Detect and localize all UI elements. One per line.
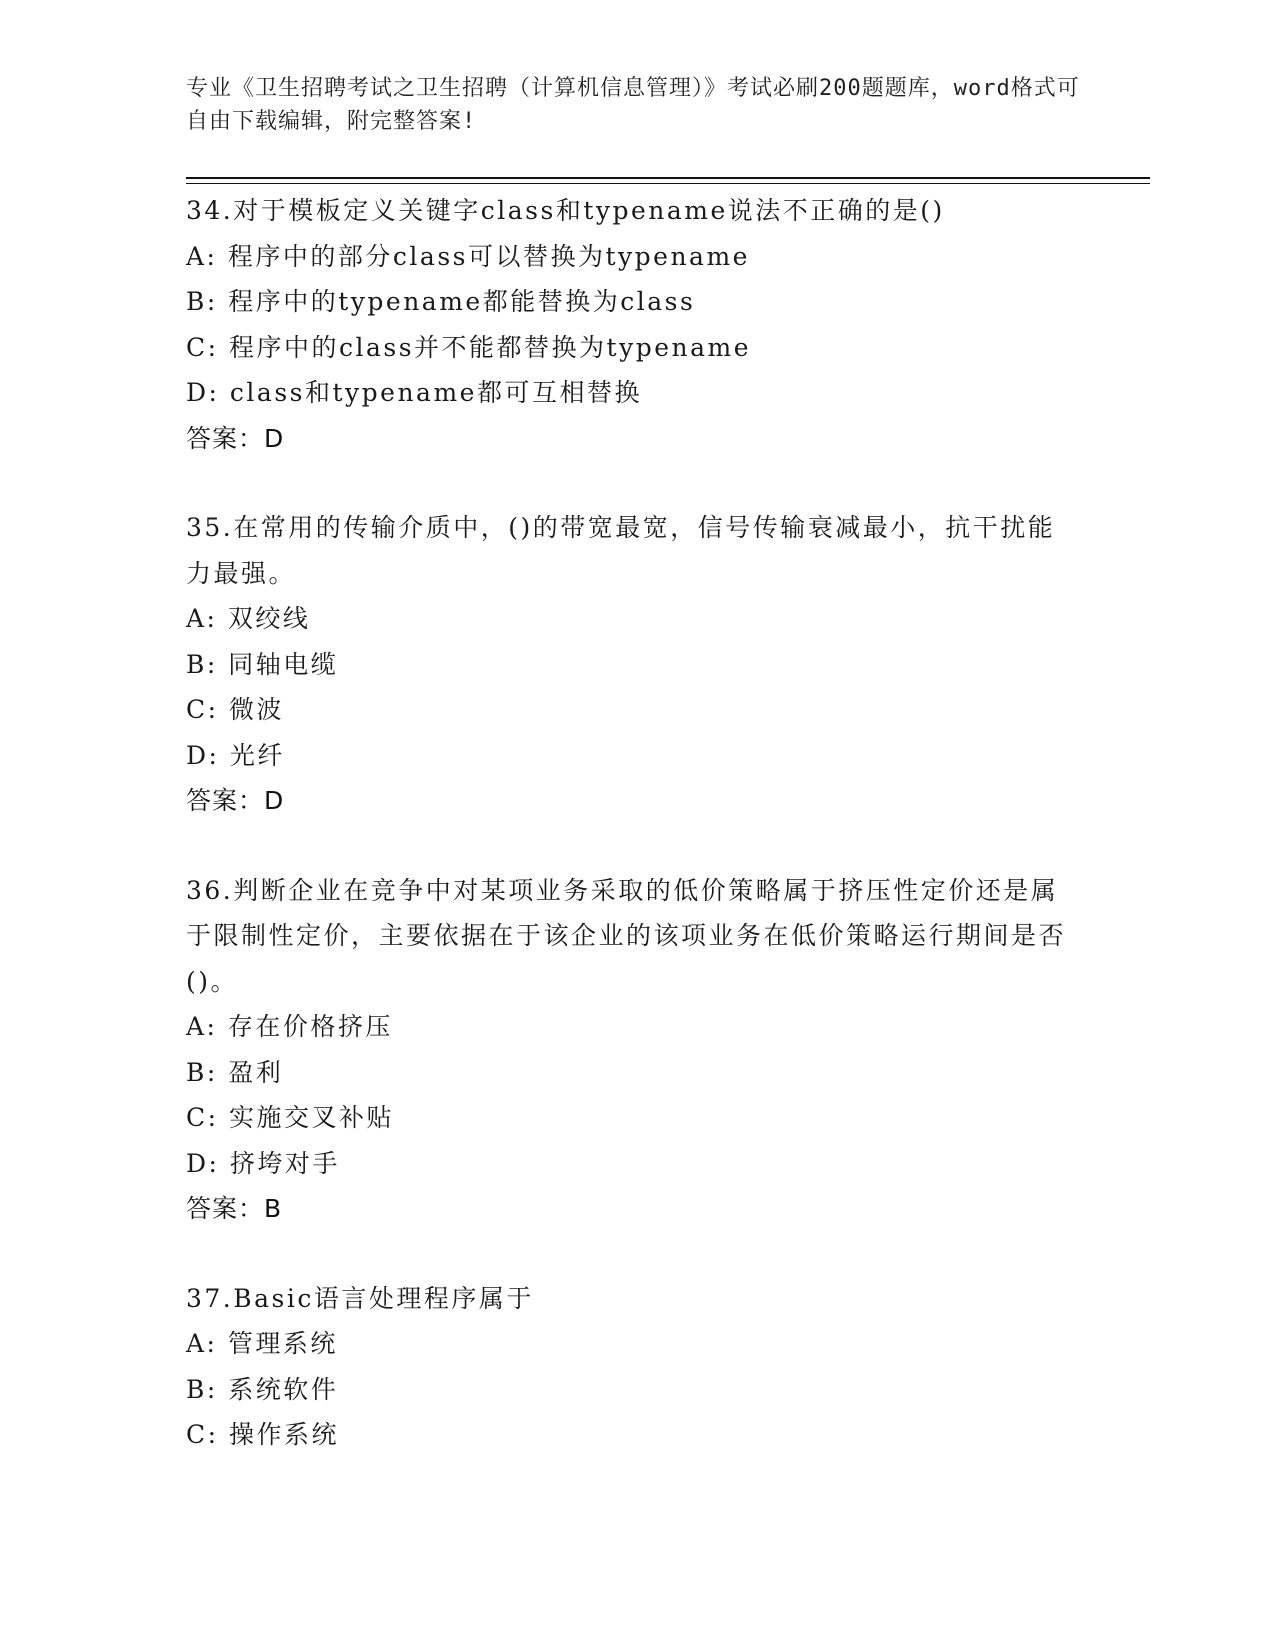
option-d: D: 挤垮对手 [186, 1148, 340, 1178]
option-c: C: 微波 [186, 695, 284, 724]
option-b: B: 系统软件 [186, 1374, 339, 1404]
option-d: D: 光纤 [186, 740, 285, 770]
answer-label: 答案：D [186, 423, 285, 453]
answer-label: 答案：D [186, 786, 285, 815]
question-36 [186, 868, 1086, 1232]
question-stem: 35.在常用的传输介质中，()的带宽最宽，信号传输衰减最小，抗干扰能力最强。 [186, 513, 1056, 588]
question-list [186, 188, 1086, 1502]
option-b: B: 程序中的typename都能替换为class [186, 287, 696, 316]
option-b: B: 同轴电缆 [186, 649, 339, 679]
header-rule-thick [186, 177, 1150, 179]
option-a: A: 管理系统 [186, 1329, 338, 1358]
question-stem: 34.对于模板定义关键字class和typename说法不正确的是() [186, 196, 945, 225]
option-a: A: 双绞线 [186, 604, 311, 633]
option-b: B: 盈利 [186, 1057, 284, 1087]
option-c: C: 操作系统 [186, 1420, 339, 1449]
document-header: 专业《卫生招聘考试之卫生招聘（计算机信息管理）》考试必刷200题题库，word格式可自由下载编辑，附完整答案! [186, 76, 1080, 134]
question-37 [186, 1276, 1086, 1458]
option-a: A: 程序中的部分class可以替换为typename [186, 241, 750, 271]
question-34 [186, 188, 1086, 461]
option-d: D: class和typename都可互相替换 [186, 378, 642, 407]
question-35 [186, 505, 1086, 824]
option-a: A: 存在价格挤压 [186, 1012, 393, 1041]
header-rule-thin [186, 183, 1150, 184]
option-c: C: 程序中的class并不能都替换为typename [186, 332, 752, 362]
question-stem: 36.判断企业在竞争中对某项业务采取的低价策略属于挤压性定价还是属于限制性定价，主要依据在于该企业的该项业务在低价策略运行期间是否()。 [186, 875, 1067, 996]
option-c: C: 实施交叉补贴 [186, 1103, 394, 1132]
answer-label: 答案：B [186, 1194, 283, 1223]
question-stem: 37.Basic语言处理程序属于 [186, 1283, 534, 1313]
